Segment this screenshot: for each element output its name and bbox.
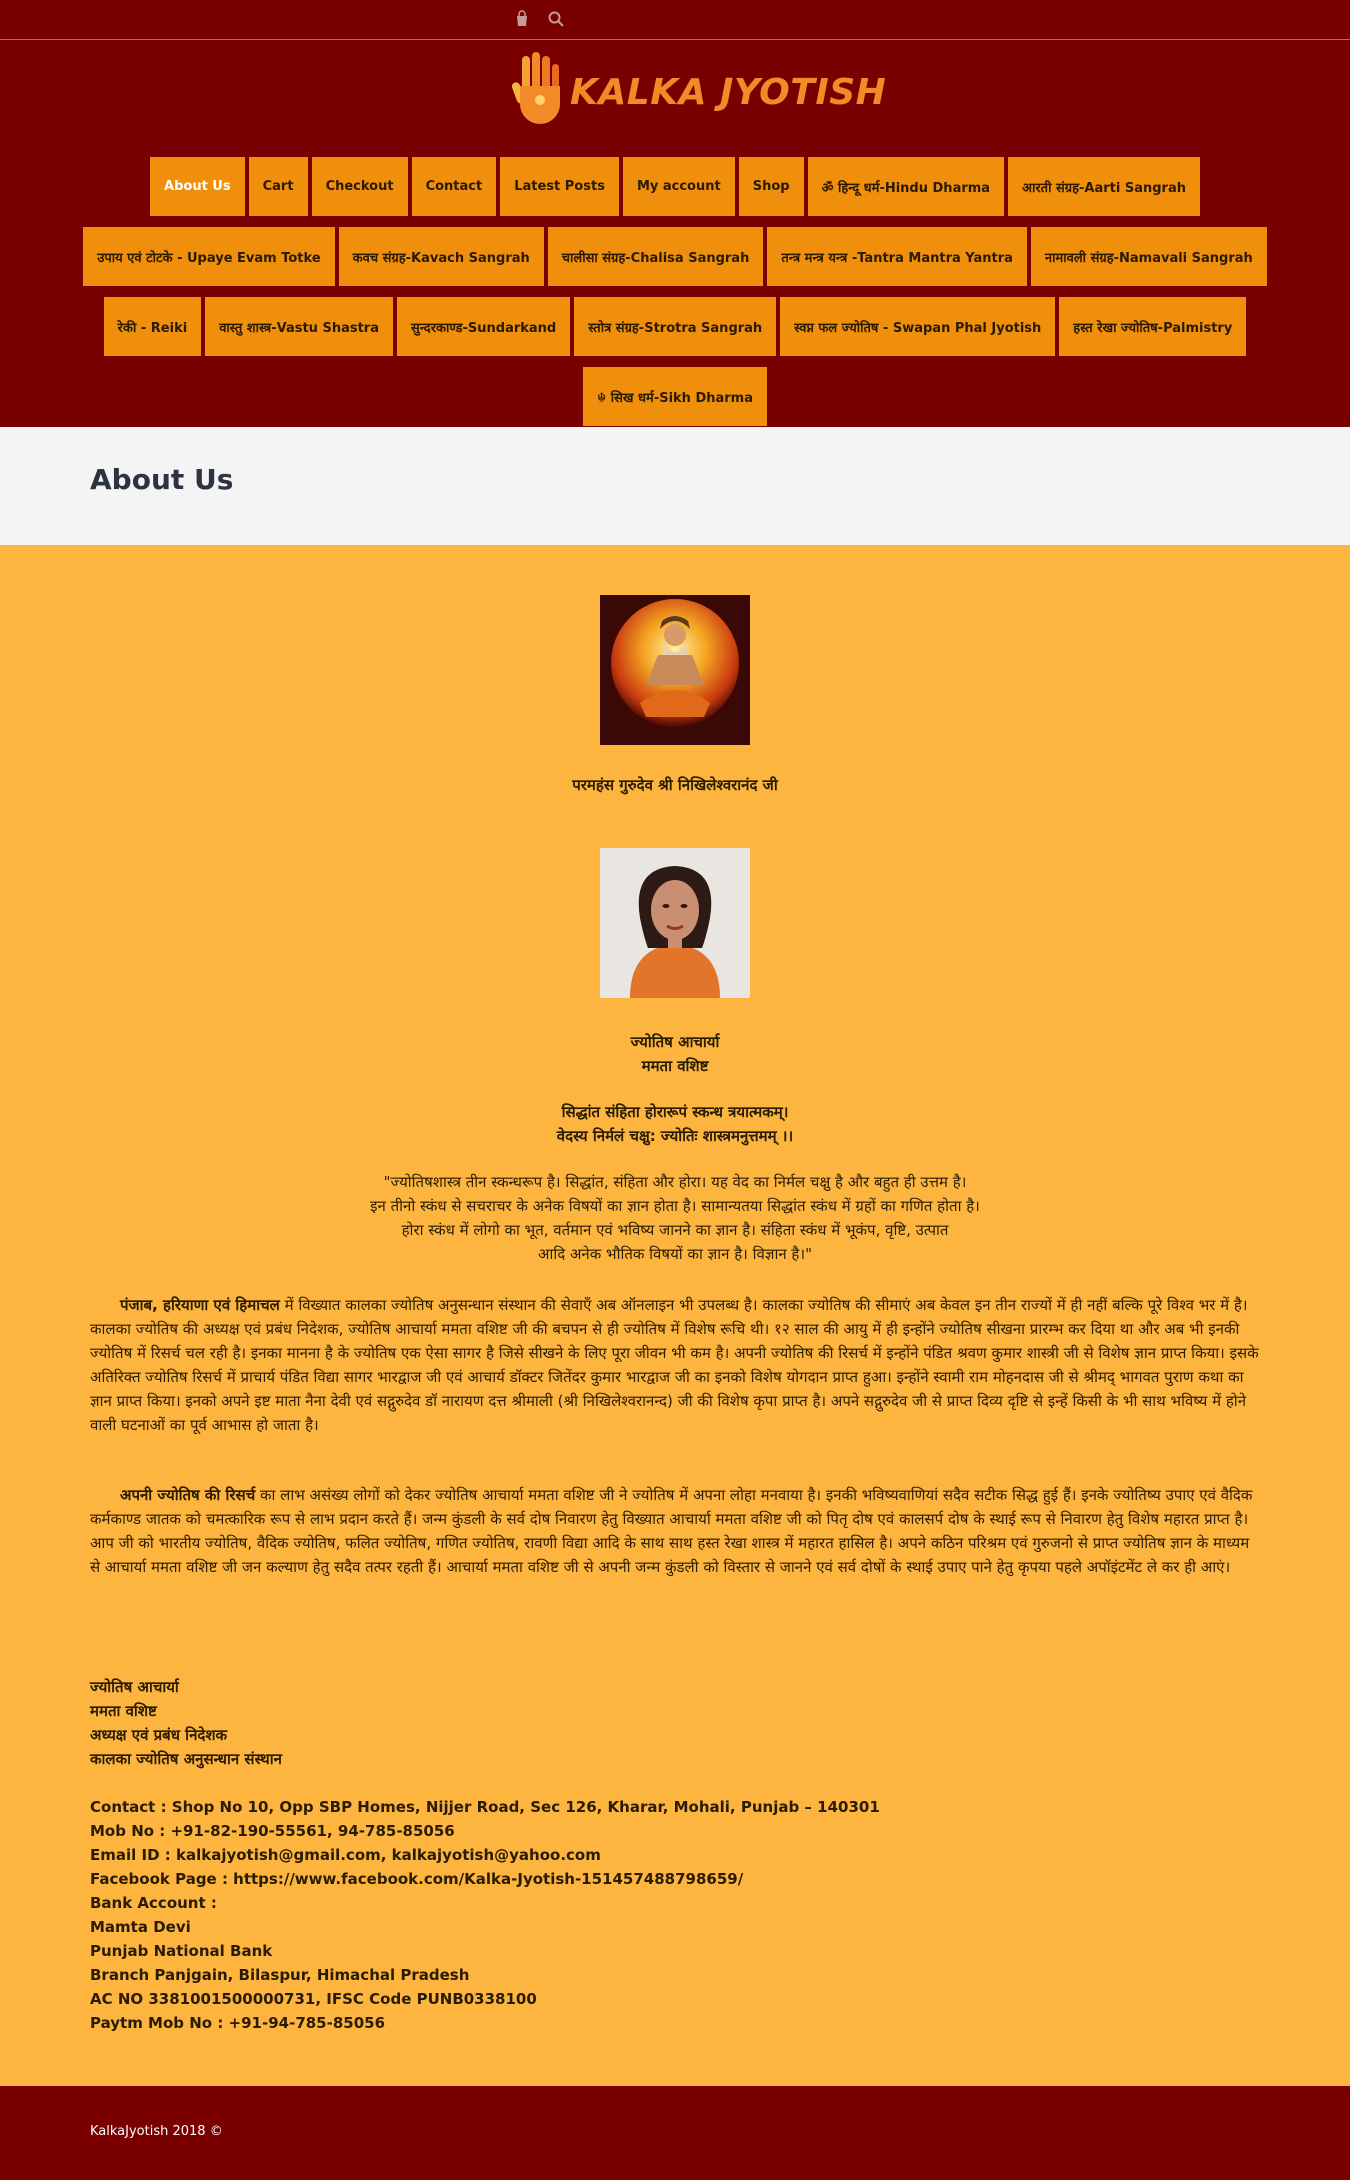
nav-item[interactable]: तन्त्र मन्त्र यन्त्र -Tantra Mantra Yantra xyxy=(767,227,1027,286)
page-title-bar xyxy=(0,427,1350,545)
nav-item[interactable]: उपाय एवं टोटके - Upaye Evam Totke xyxy=(83,227,334,286)
site-footer xyxy=(0,2086,1350,2180)
quote-line: "ज्योतिषशास्त्र तीन स्कन्धरूप है। सिद्धांत, संहिता और होरा। यह वेद का निर्मल चक्षु है और बहुत ही उत्तम है। xyxy=(383,1173,967,1191)
shloka xyxy=(0,1100,1350,1148)
contact-block xyxy=(90,1795,880,2035)
site-header xyxy=(0,40,1350,427)
contact-facebook: Facebook Page : https://www.facebook.com/Kalka-Jyotish-151457488798659/ xyxy=(90,1870,744,1888)
nav-item[interactable]: सुन्दरकाण्ड-Sundarkand xyxy=(397,297,570,356)
shopping-bag-icon[interactable] xyxy=(513,10,531,32)
footer-copyright: KalkaJyotish 2018 © xyxy=(90,2124,223,2139)
nav-item[interactable]: Shop xyxy=(739,157,804,216)
guru-photo xyxy=(600,595,750,745)
nav-row xyxy=(0,297,1350,356)
contact-bank-name: Punjab National Bank xyxy=(90,1942,273,1960)
contact-phone: Mob No : +91-82-190-55561, 94-785-85056 xyxy=(90,1822,455,1840)
astrologer-photo xyxy=(600,848,750,998)
signature-line: कालका ज्योतिष अनुसन्धान संस्थान xyxy=(90,1750,282,1768)
nav-item[interactable]: चालीसा संग्रह-Chalisa Sangrah xyxy=(548,227,764,286)
nav-item[interactable]: My account xyxy=(623,157,735,216)
nav-item[interactable]: About Us xyxy=(150,157,245,216)
nav-item[interactable]: ☬ सिख धर्म-Sikh Dharma xyxy=(583,367,767,426)
signature-line: अध्यक्ष एवं प्रबंध निदेशक xyxy=(90,1726,228,1744)
brand-name: KALKA JYOTISH xyxy=(570,71,887,113)
main-content xyxy=(0,545,1350,2086)
nav-item[interactable]: ॐ हिन्दू धर्म-Hindu Dharma xyxy=(808,157,1005,216)
contact-address: Contact : Shop No 10, Opp SBP Homes, Nijjer Road, Sec 126, Kharar, Mohali, Punjab – 140301 xyxy=(90,1798,880,1816)
page-title: About Us xyxy=(90,463,234,496)
contact-bank-heading: Bank Account : xyxy=(90,1894,217,1912)
quote-line: होरा स्कंध में लोगो का भूत, वर्तमान एवं भविष्य जानने का ज्ञान है। संहिता स्कंध में भूकंप, वृष्टि, उत्पात xyxy=(401,1221,949,1239)
main-navigation xyxy=(0,157,1350,426)
shloka-line: वेदस्य निर्मलं चक्षु: ज्योतिः शास्त्रमनुत्तमम् ।। xyxy=(556,1127,794,1145)
nav-item[interactable]: Cart xyxy=(249,157,308,216)
about-paragraph-1 xyxy=(90,1293,1260,1437)
site-logo[interactable] xyxy=(512,52,886,132)
about-paragraph-2 xyxy=(90,1483,1260,1579)
nav-item[interactable]: वास्तु शास्त्र-Vastu Shastra xyxy=(205,297,393,356)
nav-item[interactable]: Checkout xyxy=(312,157,408,216)
signature-block xyxy=(90,1675,282,1771)
paragraph-lead: पंजाब, हरियाणा एवं हिमाचल xyxy=(120,1296,280,1314)
nav-row xyxy=(0,227,1350,286)
signature-line: ज्योतिष आचार्या xyxy=(90,1678,179,1696)
astrologer-title: ज्योतिष आचार्या xyxy=(630,1033,720,1051)
paragraph-text: में विख्यात कालका ज्योतिष अनुसन्धान संस्थान की सेवाएँ अब ऑनलाइन भी उपलब्ध है। कालका ज्योतिष की सीमाएं अब केवल इन तीन राज्यों में ही नहीं बल्कि पूरे विश्व भर में है। कालका ज्योतिष की अध्यक्ष एवं प्रबंध निदेशक, ज्योतिष आचार्या ममता वशिष्ट जी की बचपन से ही ज्योतिष में विशेष रूचि थी। १२ साल की आयु में ही इन्होंने ज्योतिष सीखना प्रारम्भ कर दिया था और अब भी इनकी ज्योतिष में रिसर्च चल रही है। इनका मानना है के ज्योतिष एक ऐसा सागर है जिसे सीखने के लिए पूरा जीवन भी कम है। अपनी ज्योतिष की रिसर्च में इन्होंने पंडित श्रवण कुमार शास्त्री जी से विशेष ज्ञान प्राप्त किया। इसके अतिरिक्त ज्योतिष रिसर्च में प्राचार्य पंडित विद्या सागर भारद्वाज जी एवं आचार्य डॉक्टर जितेंदर कुमार भारद्वाज जी का इनको विशेष योगदान प्राप्त हुआ। इन्होंने स्वामी राम मोहनदास जी से श्रीमद् भागवत पुराण कथा का ज्ञान प्राप्त किया। इनको अपने इष्ट माता नैना देवी एवं सद्गुरुदेव डॉ नारायण दत्त श्रीमाली (श्री निखिलेश्वरानन्द) जी की विशेष कृपा प्राप्त है। अपने सद्गुरुदेव जी से प्राप्त दिव्य दृष्टि से इन्हें किसी के भी साथ भविष्य में होने वाली घटनाओं का पूर्व आभास हो जाता है। xyxy=(90,1296,1259,1434)
guru-name: परमहंस गुरुदेव श्री निखिलेश्वरानंद जी xyxy=(572,776,778,794)
nav-item[interactable]: स्वप्न फल ज्योतिष - Swapan Phal Jyotish xyxy=(780,297,1055,356)
nav-item[interactable]: नामावली संग्रह-Namavali Sangrah xyxy=(1031,227,1267,286)
contact-paytm: Paytm Mob No : +91-94-785-85056 xyxy=(90,2014,386,2032)
contact-bank-account: AC NO 3381001500000731, IFSC Code PUNB0338100 xyxy=(90,1990,537,2008)
shloka-line: सिद्धांत संहिता होरारूपं स्कन्ध त्रयात्मकम्। xyxy=(561,1103,789,1121)
astrologer-name: ममता वशिष्ट xyxy=(641,1057,709,1075)
nav-item[interactable]: स्तोत्र संग्रह-Strotra Sangrah xyxy=(574,297,776,356)
quote xyxy=(0,1170,1350,1266)
search-icon[interactable] xyxy=(547,10,565,32)
paragraph-text: का लाभ असंख्य लोगों को देकर ज्योतिष आचार्या ममता वशिष्ट जी ने ज्योतिष में अपना लोहा मनवाया है। इनकी भविष्यवाणियां सदैव सटीक सिद्ध हुई हैं। इनके ज्योतिष्य उपाए एवं वैदिक कर्मकाण्ड जातक को चमत्कारिक रूप से लाभ प्रदान करते हैं। जन्म कुंडली के सर्व दोष निवारण हेतु विख्यात आचार्या ममता वशिष्ट जी को पितृ दोष एवं कालसर्प दोष के स्थाई रूप से निवारण हेतु विशेष महारत प्राप्त है। आप जी को भारतीय ज्योतिष, वैदिक ज्योतिष, फलित ज्योतिष, गणित ज्योतिष, रावणी विद्या आदि के साथ साथ हस्त रेखा शास्त्र में महारत हासिल है। अपने कठिन परिश्रम एवं गुरुजनो से प्राप्त ज्योतिष ज्ञान के माध्यम से आचार्या ममता वशिष्ट जी जन कल्याण हेतु सदैव तत्पर रहती हैं। आचार्या ममता वशिष्ट जी से अपनी जन्म कुंडली को विस्तार से जानने एवं सर्व दोषों के स्थाई उपाए पाने हेतु कृपया पहले अपॉइंटमेंट ले कर ही आएं। xyxy=(90,1486,1253,1576)
nav-row xyxy=(0,157,1350,216)
astrologer-title-block xyxy=(0,1030,1350,1078)
contact-email: Email ID : kalkajyotish@gmail.com, kalkajyotish@yahoo.com xyxy=(90,1846,601,1864)
quote-line: इन तीनो स्कंध से सचराचर के अनेक विषयों का ज्ञान होता है। सामान्यतया सिद्धांत स्कंध में ग्रहों का गणित होता है। xyxy=(370,1197,980,1215)
paragraph-lead: अपनी ज्योतिष की रिसर्च xyxy=(120,1486,256,1504)
nav-row xyxy=(0,367,1350,426)
contact-bank-branch: Branch Panjgain, Bilaspur, Himachal Pradesh xyxy=(90,1966,470,1984)
nav-item[interactable]: हस्त रेखा ज्योतिष-Palmistry xyxy=(1059,297,1246,356)
nav-item[interactable]: Latest Posts xyxy=(500,157,619,216)
raised-hand-icon xyxy=(512,52,562,132)
top-bar xyxy=(0,0,1350,40)
nav-item[interactable]: कवच संग्रह-Kavach Sangrah xyxy=(339,227,544,286)
signature-line: ममता वशिष्ट xyxy=(90,1702,157,1720)
top-icons xyxy=(513,10,565,32)
quote-line: आदि अनेक भौतिक विषयों का ज्ञान है। विज्ञान है।" xyxy=(538,1245,812,1263)
nav-item[interactable]: रेकी - Reiki xyxy=(104,297,202,356)
nav-item[interactable]: Contact xyxy=(412,157,497,216)
contact-bank-holder: Mamta Devi xyxy=(90,1918,191,1936)
nav-item[interactable]: आरती संग्रह-Aarti Sangrah xyxy=(1008,157,1200,216)
